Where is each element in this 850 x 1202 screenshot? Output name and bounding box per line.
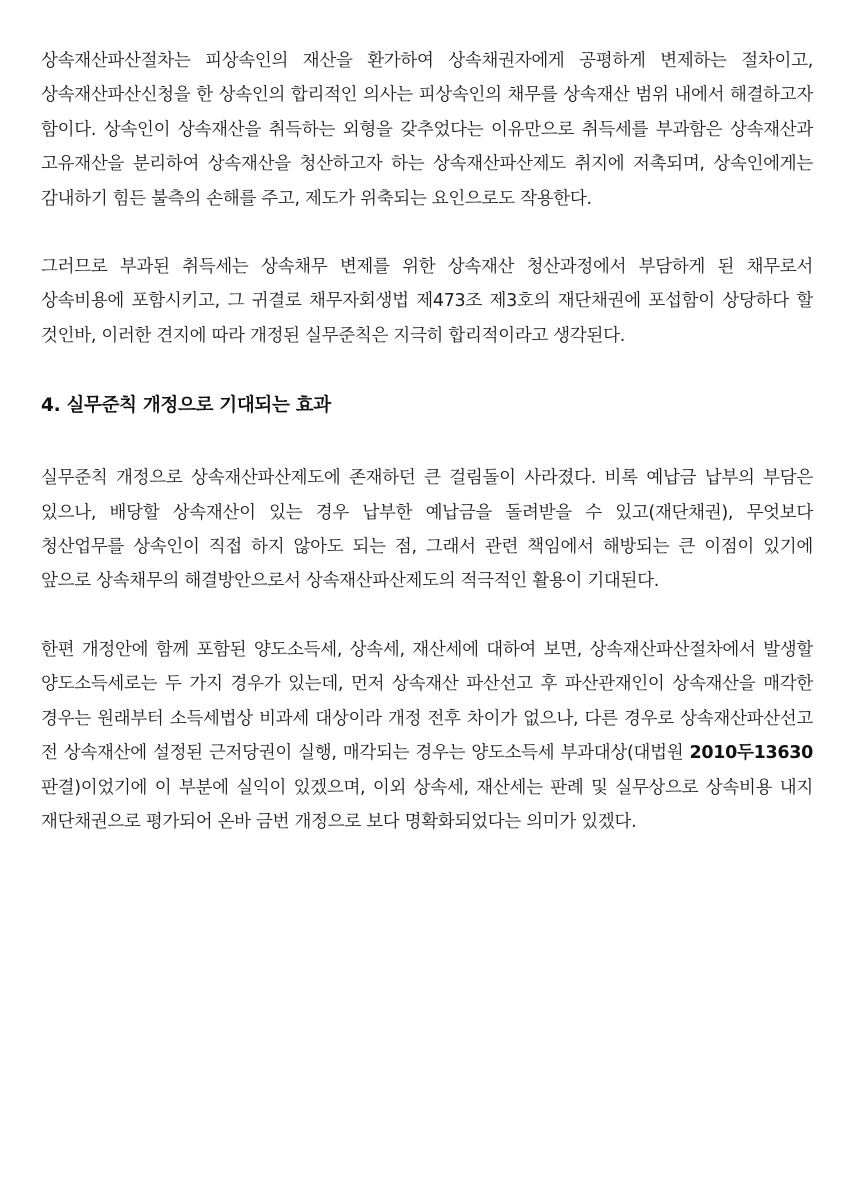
paragraph-expected-effects: 실무준칙 개정으로 상속재산파산제도에 존재하던 큰 걸림돌이 사라졌다. 비록 예납금 납부의 부담은 있으나, 배당할 상속재산이 있는 경우 납부한 예납금을 돌려받을 수 있고(재단채권), 무엇보다 청산업무를 상속인이 직접 하지 않아도 되는 점, 그래서 관련 책임에서 해방되는 큰 이점이 있기에 앞으로 상속채무의 해결방안으로서 상속재산파산제도의 적극적인 활용이 기대된다.	[41, 468, 813, 592]
paragraph-acquisition-tax-issue: 상속재산파산절차는 피상속인의 재산을 환가하여 상속채권자에게 공평하게 변제하는 절차이고, 상속재산파산신청을 한 상속인의 합리적인 의사는 피상속인의 채무를 상속재산 범위 내에서 해결하고자 함이다. 상속인이 상속재산을 취득하는 외형을 갖추었다는 이유만으로 취득세를 부과함은 상속재산과 고유재산을 분리하여 상속재산을 청산하고자 하는 상속재산파산제도 취지에 저촉되며, 상속인에게는 감내하기 힘든 불측의 손해를 주고, 제도가 위축되는 요인으로도 작용한다.	[41, 51, 813, 209]
paragraph-estate-claim-conclusion: 그러므로 부과된 취득세는 상속채무 변제를 위한 상속재산 청산과정에서 부담하게 된 채무로서 상속비용에 포함시키고, 그 귀결로 채무자회생법 제473조 제3호의 재단채권에 포섭함이 상당하다 할 것인바, 이러한 견지에 따라 개정된 실무준칙은 지극히 합리적이라고 생각된다.	[41, 257, 813, 346]
section-heading-expected-effects: 4. 실무준칙 개정으로 기대되는 효과	[41, 395, 331, 417]
case-number: 2010두13630	[689, 743, 813, 764]
paragraph-other-taxes-part1: 한편 개정안에 함께 포함된 양도소득세, 상속세, 재산세에 대하여 보면, 상속재산파산절차에서 발생할 양도소득세로는 두 가지 경우가 있는데, 먼저 상속재산 파산선고 후 파산관재인이 상속재산을 매각한 경우는 원래부터 소득세법상 비과세 대상이라 개정 전후 차이가 없으나, 다른 경우로 상속재산파산선고 전 상속재산에 설정된 근저당권이 실행, 매각되는 경우는 양도소득세 부과대상(대법원	[41, 639, 813, 764]
paragraph-other-taxes	[41, 633, 813, 839]
document-body	[41, 44, 813, 839]
paragraph-other-taxes-part2: 판결)이었기에 이 부분에 실익이 있겠으며, 이외 상속세, 재산세는 판례 및 실무상으로 상속비용 내지 재단채권으로 평가되어 온바 금번 개정으로 보다 명확화되었다는 의미가 있겠다.	[41, 777, 813, 832]
